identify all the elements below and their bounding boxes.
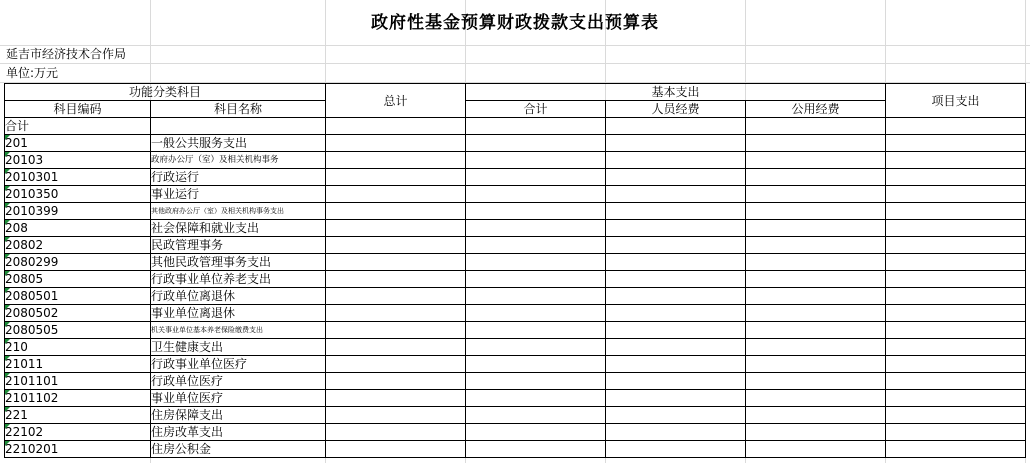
cell-public[interactable] [746,356,886,373]
cell-public[interactable] [746,254,886,271]
cell-basic-sum[interactable] [466,441,606,458]
cell-basic-sum[interactable] [466,169,606,186]
budget-table [4,83,1026,458]
cell-project[interactable] [886,373,1026,390]
table-row [5,254,1026,271]
text-number-marker-icon [5,271,10,276]
cell-public[interactable] [746,135,886,152]
code-text: 2210201 [5,442,59,456]
cell-code[interactable] [5,322,151,339]
cell-total[interactable] [326,118,466,135]
cell-personnel[interactable] [606,203,746,220]
cell-project[interactable] [886,322,1026,339]
cell-total[interactable] [326,373,466,390]
text-number-marker-icon [5,254,10,259]
cell-personnel[interactable] [606,356,746,373]
text-number-marker-icon [5,135,10,140]
cell-name[interactable]: 行政单位医疗 [151,373,326,390]
cell-name[interactable]: 事业单位医疗 [151,390,326,407]
table-row [5,288,1026,305]
code-text: 2080502 [5,306,59,320]
code-text: 2080505 [5,323,59,337]
cell-project[interactable] [886,390,1026,407]
cell-name[interactable]: 行政运行 [151,169,326,186]
cell-total[interactable] [326,356,466,373]
cell-basic-sum[interactable] [466,271,606,288]
cell-personnel[interactable] [606,390,746,407]
code-text: 2080501 [5,289,59,303]
cell-name[interactable]: 住房公积金 [151,441,326,458]
cell-basic-sum[interactable] [466,424,606,441]
cell-personnel[interactable] [606,237,746,254]
cell-name[interactable]: 事业单位离退休 [151,305,326,322]
cell-public[interactable] [746,441,886,458]
cell-project[interactable] [886,135,1026,152]
code-text: 合计 [5,119,30,133]
cell-code[interactable] [5,407,151,424]
text-number-marker-icon [5,237,10,242]
cell-total[interactable] [326,305,466,322]
cell-personnel[interactable] [606,220,746,237]
code-text: 2101102 [5,391,59,405]
header-func-class[interactable]: 功能分类科目 [5,84,326,101]
text-number-marker-icon [5,220,10,225]
cell-personnel[interactable] [606,407,746,424]
table-body [5,118,1026,458]
cell-total[interactable] [326,237,466,254]
cell-total[interactable] [326,288,466,305]
header-code[interactable]: 科目编码 [5,101,151,118]
cell-name[interactable]: 行政事业单位养老支出 [151,271,326,288]
code-text: 2010301 [5,170,59,184]
cell-code[interactable] [5,186,151,203]
text-number-marker-icon [5,322,10,327]
cell-name[interactable] [151,118,326,135]
table-row [5,152,1026,169]
cell-code[interactable] [5,373,151,390]
cell-project[interactable] [886,118,1026,135]
cell-total[interactable] [326,441,466,458]
cell-basic-sum[interactable] [466,152,606,169]
code-text: 20802 [5,238,44,252]
header-total[interactable]: 总计 [326,84,466,118]
cell-basic-sum[interactable] [466,373,606,390]
cell-personnel[interactable] [606,424,746,441]
cell-public[interactable] [746,339,886,356]
cell-code[interactable] [5,118,151,135]
cell-name[interactable]: 行政事业单位医疗 [151,356,326,373]
cell-total[interactable] [326,424,466,441]
code-text: 20103 [5,153,44,167]
text-number-marker-icon [5,203,10,208]
table-row [5,322,1026,339]
text-number-marker-icon [5,186,10,191]
cell-code[interactable] [5,254,151,271]
cell-total[interactable] [326,169,466,186]
header-basic[interactable]: 基本支出 [466,84,886,101]
cell-project[interactable] [886,254,1026,271]
text-number-marker-icon [5,441,10,446]
text-number-marker-icon [5,339,10,344]
header-basic-sum[interactable]: 合计 [466,101,606,118]
cell-code[interactable] [5,169,151,186]
code-text: 208 [5,221,28,235]
cell-public[interactable] [746,373,886,390]
cell-project[interactable] [886,305,1026,322]
cell-total[interactable] [326,322,466,339]
table-row [5,373,1026,390]
cell-public[interactable] [746,203,886,220]
cell-public[interactable] [746,390,886,407]
cell-basic-sum[interactable] [466,305,606,322]
cell-public[interactable] [746,152,886,169]
cell-code[interactable] [5,390,151,407]
table-row [5,424,1026,441]
cell-basic-sum[interactable] [466,339,606,356]
cell-personnel[interactable] [606,118,746,135]
cell-project[interactable] [886,220,1026,237]
cell-project[interactable] [886,152,1026,169]
cell-name[interactable]: 社会保障和就业支出 [151,220,326,237]
cell-name[interactable]: 政府办公厅（室）及相关机构事务 [151,152,326,169]
cell-personnel[interactable] [606,305,746,322]
cell-basic-sum[interactable] [466,118,606,135]
cell-total[interactable] [326,339,466,356]
cell-basic-sum[interactable] [466,254,606,271]
cell-name[interactable]: 机关事业单位基本养老保险缴费支出 [151,322,326,339]
text-number-marker-icon [5,288,10,293]
text-number-marker-icon [5,373,10,378]
cell-public[interactable] [746,407,886,424]
table-row [5,356,1026,373]
grid-line [0,63,1030,64]
cell-project[interactable] [886,169,1026,186]
header-project[interactable]: 项目支出 [886,84,1026,118]
cell-personnel[interactable] [606,271,746,288]
cell-project[interactable] [886,186,1026,203]
code-text: 2010350 [5,187,59,201]
cell-total[interactable] [326,203,466,220]
cell-project[interactable] [886,237,1026,254]
cell-basic-sum[interactable] [466,322,606,339]
code-text: 2101101 [5,374,59,388]
cell-total[interactable] [326,390,466,407]
cell-public[interactable] [746,237,886,254]
header-public[interactable]: 公用经费 [746,101,886,118]
cell-name[interactable]: 行政单位离退休 [151,288,326,305]
cell-name[interactable]: 住房改革支出 [151,424,326,441]
cell-code[interactable] [5,356,151,373]
text-number-marker-icon [5,390,10,395]
table-row [5,407,1026,424]
text-number-marker-icon [5,356,10,361]
cell-project[interactable] [886,441,1026,458]
cell-total[interactable] [326,254,466,271]
cell-personnel[interactable] [606,441,746,458]
cell-basic-sum[interactable] [466,356,606,373]
cell-project[interactable] [886,271,1026,288]
cell-code[interactable] [5,288,151,305]
department-label: 延吉市经济技术合作局 [6,47,127,61]
cell-personnel[interactable] [606,152,746,169]
cell-basic-sum[interactable] [466,186,606,203]
cell-project[interactable] [886,339,1026,356]
cell-public[interactable] [746,169,886,186]
cell-total[interactable] [326,152,466,169]
cell-project[interactable] [886,424,1026,441]
cell-name[interactable]: 住房保障支出 [151,407,326,424]
table-row [5,203,1026,220]
cell-basic-sum[interactable] [466,407,606,424]
cell-total[interactable] [326,407,466,424]
code-text: 201 [5,136,28,150]
cell-code[interactable] [5,271,151,288]
table-row [5,390,1026,407]
table-row [5,339,1026,356]
code-text: 21011 [5,357,44,371]
table-row [5,237,1026,254]
cell-public[interactable] [746,118,886,135]
code-text: 221 [5,408,28,422]
text-number-marker-icon [5,424,10,429]
text-number-marker-icon [5,169,10,174]
table-row [5,305,1026,322]
cell-public[interactable] [746,322,886,339]
cell-code[interactable] [5,305,151,322]
table-row [5,118,1026,135]
code-text: 2080299 [5,255,59,269]
table-row [5,169,1026,186]
cell-personnel[interactable] [606,373,746,390]
cell-code[interactable] [5,203,151,220]
cell-public[interactable] [746,271,886,288]
text-number-marker-icon [5,152,10,157]
code-text: 22102 [5,425,44,439]
cell-code[interactable] [5,441,151,458]
cell-public[interactable] [746,424,886,441]
cell-personnel[interactable] [606,135,746,152]
table-row [5,220,1026,237]
cell-name[interactable]: 其他政府办公厅（室）及相关机构事务支出 [151,203,326,220]
cell-basic-sum[interactable] [466,135,606,152]
header-personnel[interactable]: 人员经费 [606,101,746,118]
cell-public[interactable] [746,186,886,203]
table-row [5,186,1026,203]
code-text: 210 [5,340,28,354]
cell-name[interactable]: 其他民政管理事务支出 [151,254,326,271]
cell-name[interactable]: 事业运行 [151,186,326,203]
cell-project[interactable] [886,356,1026,373]
cell-basic-sum[interactable] [466,237,606,254]
cell-total[interactable] [326,220,466,237]
cell-project[interactable] [886,407,1026,424]
cell-code[interactable] [5,220,151,237]
text-number-marker-icon [5,305,10,310]
cell-code[interactable] [5,424,151,441]
cell-total[interactable] [326,135,466,152]
cell-code[interactable] [5,237,151,254]
cell-total[interactable] [326,271,466,288]
cell-public[interactable] [746,288,886,305]
cell-personnel[interactable] [606,322,746,339]
cell-project[interactable] [886,288,1026,305]
cell-total[interactable] [326,186,466,203]
cell-code[interactable] [5,152,151,169]
cell-basic-sum[interactable] [466,203,606,220]
cell-name[interactable]: 卫生健康支出 [151,339,326,356]
text-number-marker-icon [5,407,10,412]
cell-basic-sum[interactable] [466,220,606,237]
header-name[interactable]: 科目名称 [151,101,326,118]
cell-personnel[interactable] [606,254,746,271]
cell-basic-sum[interactable] [466,390,606,407]
cell-basic-sum[interactable] [466,288,606,305]
cell-personnel[interactable] [606,339,746,356]
cell-public[interactable] [746,305,886,322]
page-title: 政府性基金预算财政拨款支出预算表 [371,13,659,33]
unit-label: 单位:万元 [6,66,59,80]
cell-name[interactable]: 民政管理事务 [151,237,326,254]
cell-name[interactable]: 一般公共服务支出 [151,135,326,152]
table-row [5,135,1026,152]
cell-project[interactable] [886,203,1026,220]
code-text: 20805 [5,272,44,286]
cell-personnel[interactable] [606,169,746,186]
cell-personnel[interactable] [606,288,746,305]
table-row [5,271,1026,288]
cell-code[interactable] [5,339,151,356]
grid-line [0,45,1030,46]
cell-personnel[interactable] [606,186,746,203]
cell-code[interactable] [5,135,151,152]
cell-public[interactable] [746,220,886,237]
table-row [5,441,1026,458]
code-text: 2010399 [5,204,59,218]
